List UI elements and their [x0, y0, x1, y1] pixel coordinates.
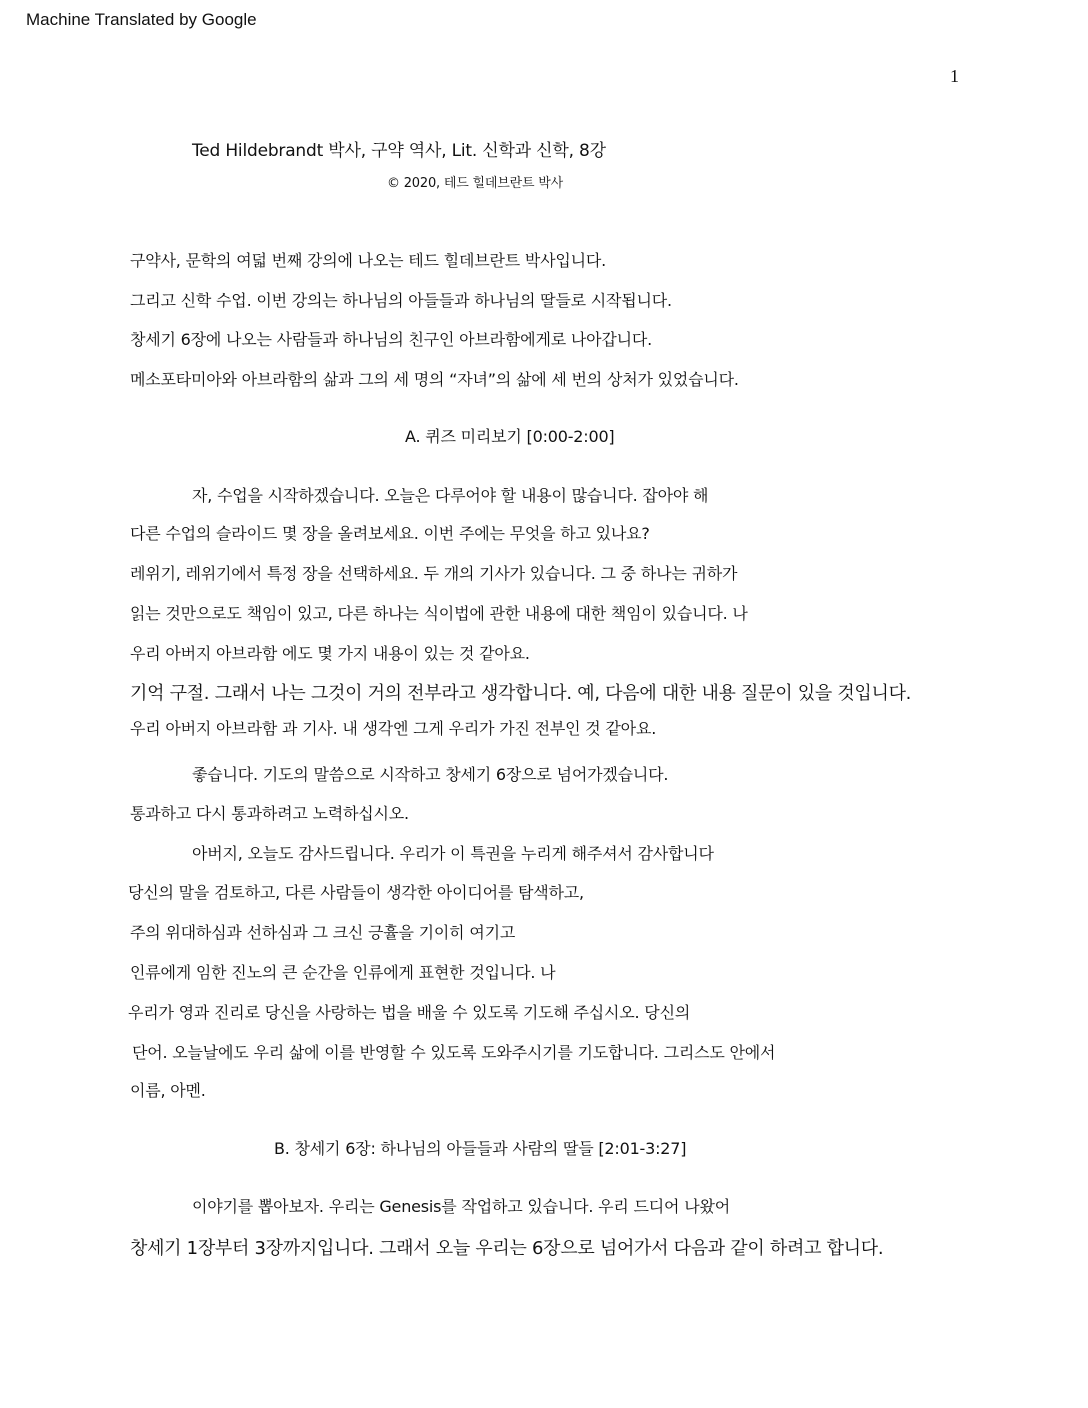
paragraph-line: 창세기 1장부터 3장까지입니다. 그래서 오늘 우리는 6장으로 넘어가서 다음과 같이 하려고 합니다. — [130, 1238, 884, 1259]
paragraph-line: 레위기, 레위기에서 특정 장을 선택하세요. 두 개의 기사가 있습니다. 그 중 하나는 귀하가 — [130, 564, 738, 583]
paragraph-line: 읽는 것만으로도 책임이 있고, 다른 하나는 식이법에 관한 내용에 대한 책임이 있습니다. 나 — [130, 604, 748, 623]
paragraph-line: 우리 아버지 아브라함 에도 몇 가지 내용이 있는 것 같아요. — [130, 644, 530, 663]
document-title: Ted Hildebrandt 박사, 구약 역사, Lit. 신학과 신학, 8강 — [192, 141, 606, 161]
section-heading-b: B. 창세기 6장: 하나님의 아들들과 사람의 딸들 [2:01-3:27] — [274, 1139, 687, 1158]
paragraph-line: 자, 수업을 시작하겠습니다. 오늘은 다루어야 할 내용이 많습니다. 잡아야 해 — [192, 486, 709, 505]
paragraph-line: 우리 아버지 아브라함 과 기사. 내 생각엔 그게 우리가 가진 전부인 것 같아요. — [130, 719, 657, 738]
machine-translation-banner: Machine Translated by Google — [26, 10, 257, 29]
paragraph-line: 이야기를 뽑아보자. 우리는 Genesis를 작업하고 있습니다. 우리 드디어 나왔어 — [192, 1197, 730, 1216]
paragraph-line: 다른 수업의 슬라이드 몇 장을 올려보세요. 이번 주에는 무엇을 하고 있나요? — [130, 524, 650, 543]
intro-line: 구약사, 문학의 여덟 번째 강의에 나오는 테드 힐데브란트 박사입니다. — [130, 251, 607, 270]
intro-line: 메소포타미아와 아브라함의 삶과 그의 세 명의 “자녀”의 삶에 세 번의 상처가 있었습니다. — [130, 370, 739, 389]
paragraph-line: 통과하고 다시 통과하려고 노력하십시오. — [130, 804, 409, 823]
page-number: 1 — [950, 66, 959, 86]
intro-line: 창세기 6장에 나오는 사람들과 하나님의 친구인 아브라함에게로 나아갑니다. — [130, 330, 653, 349]
prayer-line: 아버지, 오늘도 감사드립니다. 우리가 이 특권을 누리게 해주셔서 감사합니다 — [192, 844, 714, 863]
prayer-line: 단어. 오늘날에도 우리 삶에 이를 반영할 수 있도록 도와주시기를 기도합니다. 그리스도 안에서 — [132, 1043, 776, 1062]
paragraph-line: 좋습니다. 기도의 말씀으로 시작하고 창세기 6장으로 넘어가겠습니다. — [192, 765, 669, 784]
prayer-line: 이름, 아멘. — [130, 1081, 206, 1100]
copyright-line: © 2020, 테드 힐데브란트 박사 — [387, 176, 563, 191]
prayer-line: 주의 위대하심과 선하심과 그 크신 긍휼을 기이히 여기고 — [130, 923, 516, 942]
section-heading-a: A. 퀴즈 미리보기 [0:00-2:00] — [405, 427, 615, 446]
prayer-line: 우리가 영과 진리로 당신을 사랑하는 법을 배울 수 있도록 기도해 주십시오. 당신의 — [128, 1003, 691, 1022]
intro-line: 그리고 신학 수업. 이번 강의는 하나님의 아들들과 하나님의 딸들로 시작됩니다. — [130, 291, 672, 310]
paragraph-line: 기억 구절. 그래서 나는 그것이 거의 전부라고 생각합니다. 예, 다음에 대한 내용 질문이 있을 것입니다. — [130, 683, 912, 704]
prayer-line: 당신의 말을 검토하고, 다른 사람들이 생각한 아이디어를 탐색하고, — [128, 883, 584, 902]
prayer-line: 인류에게 임한 진노의 큰 순간을 인류에게 표현한 것입니다. 나 — [130, 963, 556, 982]
